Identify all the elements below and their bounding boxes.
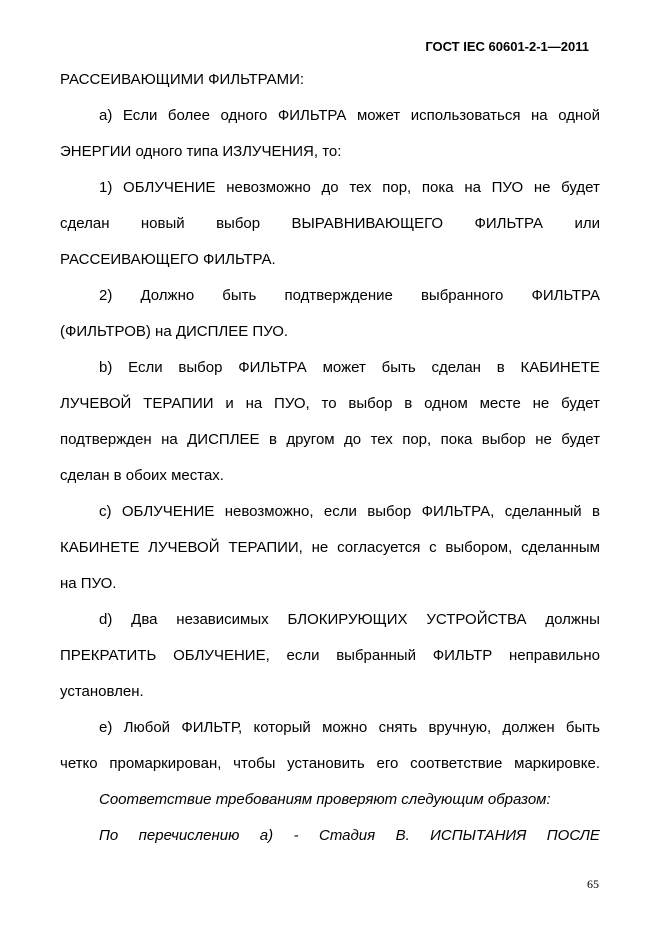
- text-line: [60, 536, 600, 572]
- word: По: [99, 827, 119, 844]
- text-line: [60, 608, 600, 644]
- line-text: РАССЕИВАЮЩИМИ ФИЛЬТРАМИ:: [60, 71, 305, 88]
- word: выбранного: [420, 287, 504, 304]
- document-body: [60, 68, 600, 860]
- word: с: [429, 539, 437, 556]
- word: быть: [381, 359, 416, 376]
- word: в: [496, 359, 505, 376]
- word: не: [533, 179, 551, 196]
- word: сделанный: [504, 503, 582, 520]
- word: можно: [322, 719, 368, 736]
- word: подтвержден: [60, 431, 152, 448]
- line-text: установлен.: [60, 683, 144, 700]
- text-line: [60, 212, 600, 248]
- word: на: [464, 179, 481, 196]
- word: 2): [99, 287, 113, 304]
- word: ИСПЫТАНИЯ: [430, 827, 527, 844]
- word: его: [376, 755, 399, 772]
- word: если: [286, 647, 320, 664]
- word: то: [321, 395, 337, 412]
- word: ТЕРАПИИ: [143, 395, 214, 412]
- word: ФИЛЬТРА: [474, 215, 544, 232]
- word: ПОСЛЕ: [546, 827, 600, 844]
- word: может: [322, 359, 366, 376]
- text-line: [60, 140, 600, 176]
- word: перечислению: [138, 827, 240, 844]
- word: ПУО,: [274, 395, 310, 412]
- word: который: [253, 719, 311, 736]
- word: до: [344, 431, 362, 448]
- word: быть: [565, 719, 600, 736]
- word: Если: [122, 107, 158, 124]
- word: ФИЛЬТРА: [277, 107, 347, 124]
- word: пор,: [382, 179, 412, 196]
- text-line: [60, 644, 600, 680]
- text-line: [60, 392, 600, 428]
- word: выбор: [481, 431, 526, 448]
- word: тех: [370, 431, 393, 448]
- word: КАБИНЕТЕ: [520, 359, 600, 376]
- word: одной: [558, 107, 600, 124]
- word: на: [245, 395, 263, 412]
- word: четко: [60, 755, 98, 772]
- word: УСТРОЙСТВА: [426, 611, 527, 628]
- word: должен: [502, 719, 555, 736]
- line-text: ЭНЕРГИИ одного типа ИЗЛУЧЕНИЯ, то:: [60, 143, 342, 160]
- text-line: [60, 680, 600, 716]
- word: d): [99, 611, 113, 628]
- word: быть: [222, 287, 257, 304]
- word: сделан: [60, 215, 110, 232]
- word: использоваться: [410, 107, 521, 124]
- word: будет: [561, 395, 600, 412]
- text-line: [60, 572, 600, 608]
- word: сделанным: [521, 539, 600, 556]
- line-text: на ПУО.: [60, 575, 117, 592]
- document-header: ГОСТ IEC 60601-2-1—2011: [425, 39, 589, 54]
- word: в: [404, 395, 413, 412]
- page-number: 65: [587, 877, 599, 891]
- word: Должно: [140, 287, 195, 304]
- line-text: Соответствие требованиям проверяют следующим образом:: [99, 791, 551, 808]
- word: Любой: [123, 719, 171, 736]
- text-line: [60, 248, 600, 284]
- word: подтверждение: [284, 287, 393, 304]
- word: согласуется: [337, 539, 421, 556]
- word: невозможно,: [224, 503, 314, 520]
- word: в: [591, 503, 600, 520]
- word: установить: [287, 755, 365, 772]
- text-line: [60, 284, 600, 320]
- line-text: сделан в обоих местах.: [60, 467, 224, 484]
- word: Стадия: [318, 827, 376, 844]
- line-text: РАССЕИВАЮЩЕГО ФИЛЬТРА.: [60, 251, 276, 268]
- word: ФИЛЬТР,: [181, 719, 243, 736]
- line-text: (ФИЛЬТРОВ) на ДИСПЛЕЕ ПУО.: [60, 323, 289, 340]
- word: может: [356, 107, 401, 124]
- word: одном: [424, 395, 468, 412]
- word: выбор: [178, 359, 223, 376]
- text-line: [60, 68, 600, 104]
- word: не: [311, 539, 329, 556]
- word: на: [531, 107, 548, 124]
- word: ФИЛЬТРА,: [421, 503, 495, 520]
- word: е): [99, 719, 113, 736]
- text-line: [60, 104, 600, 140]
- text-line: [60, 320, 600, 356]
- text-line: [60, 356, 600, 392]
- word: ТЕРАПИИ,: [228, 539, 303, 556]
- text-line: [60, 824, 600, 860]
- word: 1): [99, 179, 113, 196]
- text-line: [60, 788, 600, 824]
- word: БЛОКИРУЮЩИХ: [287, 611, 408, 628]
- word: ОБЛУЧЕНИЕ,: [173, 647, 270, 664]
- word: выбор: [367, 503, 412, 520]
- text-line: [60, 176, 600, 212]
- word: независимых: [176, 611, 269, 628]
- word: ОБЛУЧЕНИЕ: [121, 503, 215, 520]
- word: до: [321, 179, 339, 196]
- word: если: [323, 503, 357, 520]
- word: соответствие: [410, 755, 503, 772]
- word: с): [99, 503, 112, 520]
- word: не: [532, 395, 550, 412]
- word: пор,: [402, 431, 432, 448]
- word: ЛУЧЕВОЙ: [148, 539, 220, 556]
- word: Если: [128, 359, 163, 376]
- word: -: [293, 827, 299, 844]
- word: ФИЛЬТРА: [531, 287, 600, 304]
- text-line: [60, 428, 600, 464]
- word: ФИЛЬТР: [432, 647, 493, 664]
- word: должны: [545, 611, 600, 628]
- word: снять: [378, 719, 418, 736]
- word: одного: [220, 107, 268, 124]
- word: а): [259, 827, 274, 844]
- word: более: [167, 107, 210, 124]
- word: новый: [140, 215, 185, 232]
- word: или: [574, 215, 600, 232]
- word: выбранный: [336, 647, 416, 664]
- word: ПУО: [491, 179, 524, 196]
- word: В.: [395, 827, 410, 844]
- word: пока: [440, 431, 473, 448]
- word: маркировке.: [514, 755, 600, 772]
- word: ОБЛУЧЕНИЕ: [123, 179, 216, 196]
- word: не: [535, 431, 552, 448]
- word: выбором,: [445, 539, 513, 556]
- word: будет: [561, 431, 600, 448]
- word: ЛУЧЕВОЙ: [60, 395, 132, 412]
- text-line: [60, 752, 600, 788]
- word: ПРЕКРАТИТЬ: [60, 647, 157, 664]
- word: Два: [131, 611, 158, 628]
- word: на: [161, 431, 178, 448]
- word: КАБИНЕТЕ: [60, 539, 140, 556]
- word: и: [225, 395, 234, 412]
- word: пока: [421, 179, 454, 196]
- text-line: [60, 716, 600, 752]
- word: вручную,: [428, 719, 492, 736]
- word: а): [99, 107, 113, 124]
- word: невозможно: [226, 179, 311, 196]
- word: чтобы: [233, 755, 276, 772]
- word: сделан: [431, 359, 481, 376]
- word: выбор: [216, 215, 261, 232]
- word: b): [99, 359, 113, 376]
- word: ВЫРАВНИВАЮЩЕГО: [291, 215, 444, 232]
- word: неправильно: [508, 647, 600, 664]
- word: ФИЛЬТРА: [238, 359, 307, 376]
- word: тех: [349, 179, 372, 196]
- word: в: [268, 431, 277, 448]
- word: промаркирован,: [109, 755, 222, 772]
- word: месте: [479, 395, 521, 412]
- word: будет: [561, 179, 600, 196]
- text-line: [60, 464, 600, 500]
- word: выбор: [348, 395, 393, 412]
- word: ДИСПЛЕЕ: [187, 431, 260, 448]
- text-line: [60, 500, 600, 536]
- word: другом: [286, 431, 335, 448]
